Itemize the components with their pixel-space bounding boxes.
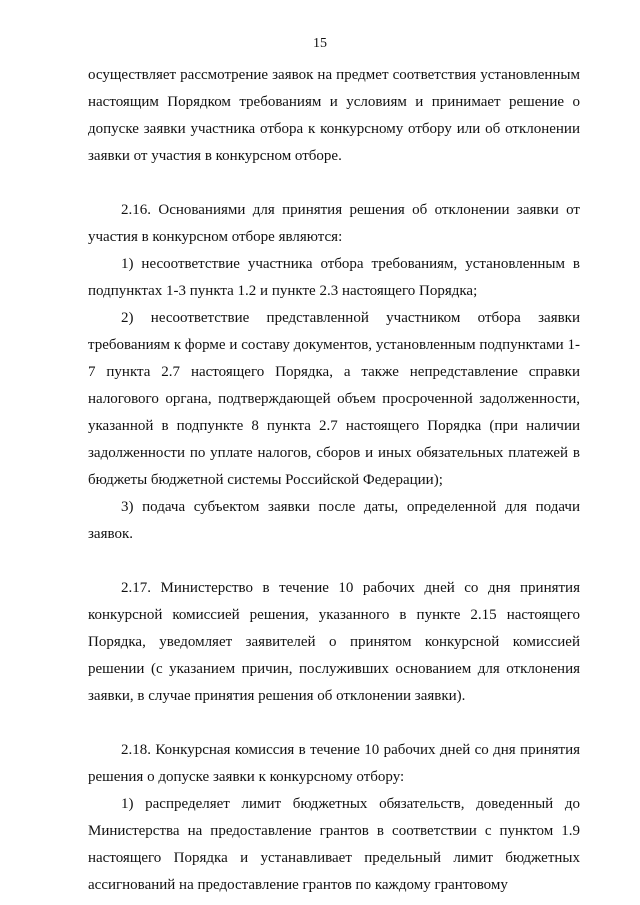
paragraph-2-16: 2.16. Основаниями для принятия решения об отклонении заявки от участия в конкурсном отборе являются: <box>88 202 580 245</box>
list-item-2-16-1: 1) несоответствие участника отбора требованиям, установленным в подпунктах 1-3 пункта 1.2 и пункте 2.3 настоящего Порядка; <box>88 256 580 299</box>
document-body <box>88 62 580 899</box>
paragraph-continuation: осуществляет рассмотрение заявок на предмет соответствия установленным настоящим Порядком требованиям и условиям и принимает решение о допуске заявки участника отбора к конкурсному отбору или об отклонении заявки от участия в конкурсном отборе. <box>88 67 580 164</box>
page-number: 15 <box>313 36 327 51</box>
list-item-2-16-2: 2) несоответствие представленной участником отбора заявки требованиям к форме и составу документов, установленным подпунктами 1-7 пункта 2.7 настоящего Порядка, а также непредставление справки налогового органа, подтверждающей объем просроченной задолженности, указанной в подпункте 8 пункта 2.7 настоящего Порядка (при наличии задолженности по уплате налогов, сборов и иных обязательных платежей в бюджеты бюджетной системы Российской Федерации); <box>88 310 580 488</box>
list-item-2-18-1: 1) распределяет лимит бюджетных обязательств, доведенный до Министерства на предоставление грантов в соответствии с пунктом 1.9 настоящего Порядка и устанавливает предельный лимит бюджетных ассигнований на предоставление грантов по каждому грантовому <box>88 796 580 893</box>
paragraph-2-18: 2.18. Конкурсная комиссия в течение 10 рабочих дней со дня принятия решения о допуске заявки к конкурсному отбору: <box>88 742 580 785</box>
paragraph-2-17: 2.17. Министерство в течение 10 рабочих дней со дня принятия конкурсной комиссией решения, указанного в пункте 2.15 настоящего Порядка, уведомляет заявителей о принятом конкурсной комиссией решении (с указанием причин, послуживших основанием для отклонения заявки, в случае принятия решения об отклонении заявки). <box>88 580 580 704</box>
list-item-2-16-3: 3) подача субъектом заявки после даты, определенной для подачи заявок. <box>88 499 580 542</box>
